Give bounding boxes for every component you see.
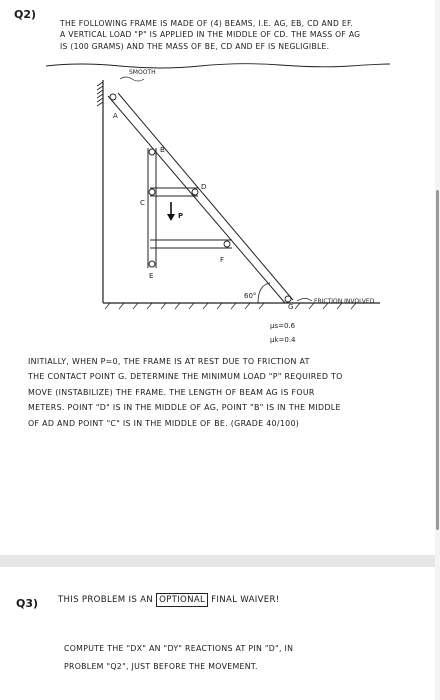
pin-d [192,189,198,195]
q2-intro-line: THE FOLLOWING FRAME IS MADE OF (4) BEAMS, I.E. AG, EB, CD AND EF. [60,19,354,28]
load-p-arrow [167,202,175,221]
question-3-page [0,567,440,700]
beam-be [148,148,156,268]
pin-c [149,189,155,195]
angle-label: 60° [244,292,257,300]
label-a: A [113,112,118,120]
pin-b [149,149,155,155]
q2-intro-line: A VERTICAL LOAD "P" IS APPLIED IN THE MIDDLE OF CD. THE MASS OF AG [60,30,361,40]
point-g-marker [285,296,291,302]
beam-ag [108,93,293,303]
q3-body-line: COMPUTE THE "DX" AN "DY" REACTIONS AT PIN "D", IN [64,644,294,653]
scrollbar-track[interactable] [435,0,440,700]
mu-s-label: μs=0.6 [270,322,296,330]
label-g: G [288,303,294,311]
wall-hatching [97,82,103,106]
q3-body-text [64,640,293,676]
q3-title-post: FINAL WAIVER! [211,595,280,605]
label-e: E [149,272,154,280]
beam-ef [150,240,232,248]
q2-intro-line: IS (100 GRAMS) AND THE MASS OF BE, CD AND EF IS NEGLIGIBLE. [60,41,330,51]
q2-body-line: MOVE (INSTABILIZE) THE FRAME. THE LENGTH OF BEAM AG IS FOUR [28,387,315,397]
q2-body-line: OF AD AND POINT "C" IS IN THE MIDDLE OF BE. (GRADE 40/100) [28,418,300,428]
label-f: F [220,256,225,264]
q2-body-line: METERS. POINT "D" IS IN THE MIDDLE OF AG, POINT "B" IS IN THE MIDDLE [28,403,341,413]
mu-k-label: μk=0.4 [270,336,296,344]
scrollbar-thumb[interactable] [436,190,439,530]
label-p: P [178,212,184,220]
q2-body-line: INITIALLY, WHEN P=0, THE FRAME IS AT REST DUE TO FRICTION AT [28,357,310,366]
q2-number: Q2) [14,8,37,21]
q3-title-pre: THIS PROBLEM IS AN [58,595,154,605]
pin-f [224,241,230,247]
smooth-label: Smooth [129,69,156,76]
label-b: B [160,146,165,154]
q3-number: Q3) [16,597,39,610]
label-c: C [140,199,145,207]
label-d: D [201,183,207,191]
q3-title-boxed: OPTIONAL [156,593,208,607]
angle-arc [258,283,270,303]
pin-a [110,94,116,100]
q2-body-line: THE CONTACT POINT G. DETERMINE THE MINIMUM LOAD "P" REQUIRED TO [28,372,343,382]
wavy-underline [46,64,390,68]
page-separator [0,555,440,567]
q2-body-text [28,354,428,431]
pin-e [149,261,155,267]
q3-title [58,595,280,607]
friction-label: Friction involved [314,298,375,305]
q3-body-line: PROBLEM "Q2", JUST BEFORE THE MOVEMENT. [64,661,258,671]
